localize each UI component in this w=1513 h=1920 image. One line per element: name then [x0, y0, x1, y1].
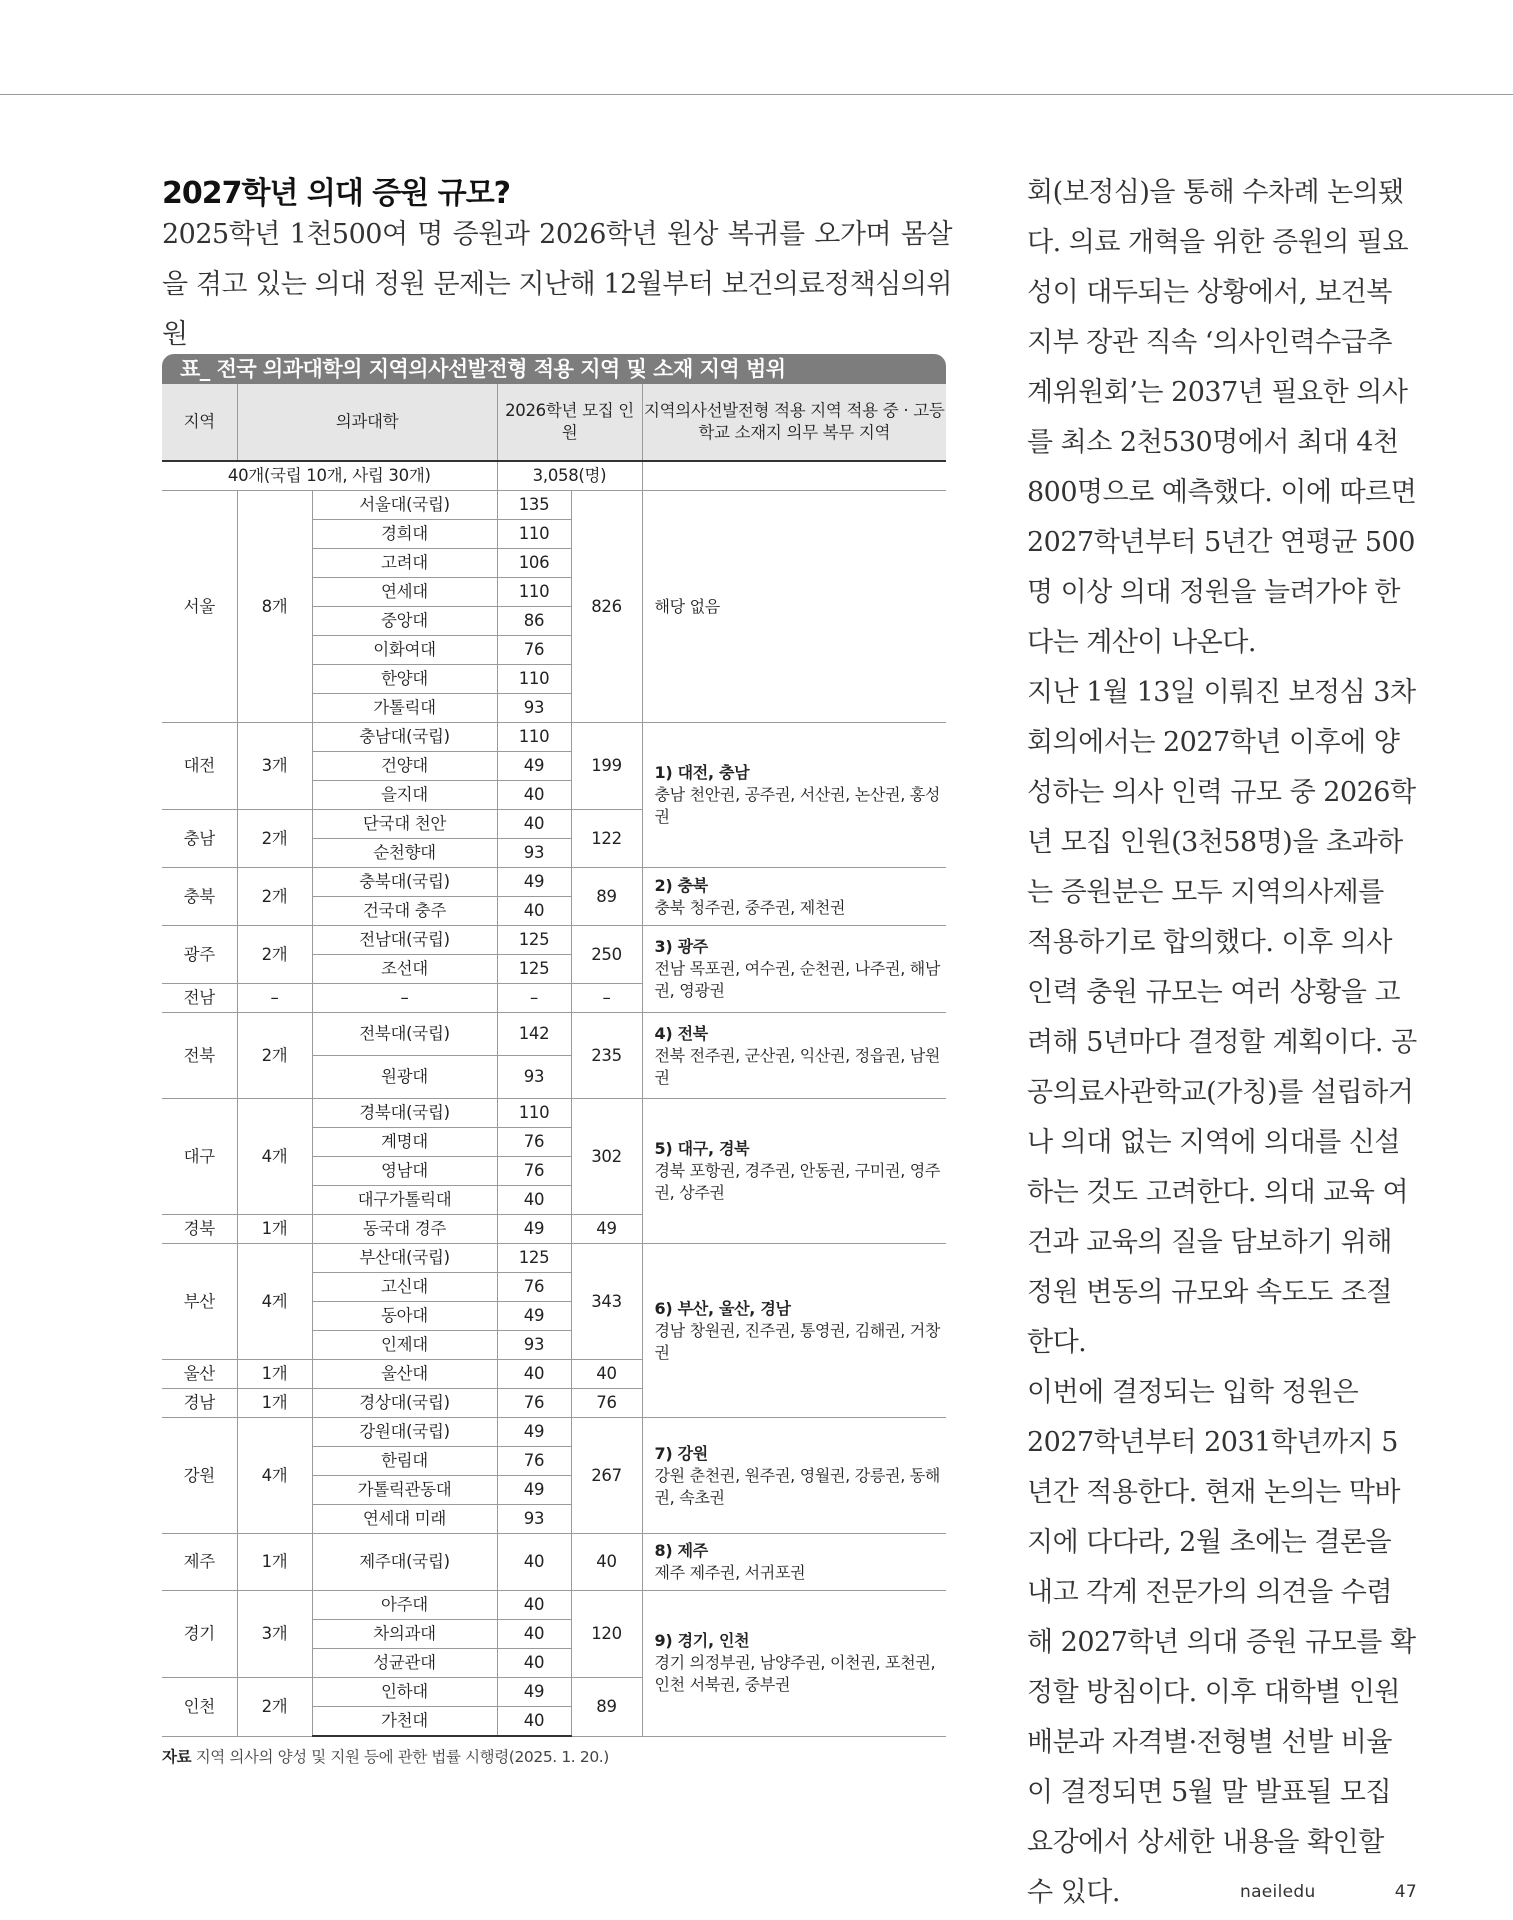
body-paragraph-1: 회(보정심)을 통해 수차례 논의됐다. 의료 개혁을 위한 증원의 필요성이 대두되는 상황에서, 보건복지부 장관 직속 ‘의사인력수급추계위원회’는 2037년 필요한 의사를 최소 2천530명에서 최대 4천800명으로 예측했다. 이에 따르면 2027학년부터 5년간 연평균 500명 이상 의대 정원을 늘려가야 한다는 계산이 나온다. [1027, 177, 1417, 658]
area-title: 8) 제주 [654, 1541, 708, 1560]
college-cell: 전남대(국립) [312, 926, 497, 955]
quota-cell: 135 [497, 491, 571, 520]
quota-cell: 110 [497, 578, 571, 607]
quota-cell: 110 [497, 1099, 571, 1128]
college-cell: 전북대(국립) [312, 1013, 497, 1056]
quota-cell: 110 [497, 520, 571, 549]
table-row [162, 1099, 946, 1128]
college-cell: 원광대 [312, 1056, 497, 1099]
quota-cell: 106 [497, 549, 571, 578]
area-cell [642, 1244, 946, 1418]
area-cell [642, 1013, 946, 1099]
area-detail: 강원 춘천권, 원주권, 영월권, 강릉권, 동해권, 속초권 [654, 1465, 941, 1507]
header-college: 의과대학 [237, 384, 497, 461]
table-row [162, 1244, 946, 1273]
quota-cell: 86 [497, 607, 571, 636]
sum-cell: 199 [571, 723, 642, 810]
quota-cell: 125 [497, 1244, 571, 1273]
table-row [162, 723, 946, 752]
count-cell: 4게 [237, 1244, 312, 1360]
table-row [162, 1013, 946, 1056]
sum-cell: 76 [571, 1389, 642, 1418]
sum-cell: 235 [571, 1013, 642, 1099]
area-detail: 충남 천안권, 공주권, 서산권, 논산권, 홍성권 [654, 785, 941, 826]
area-title: 7) 강원 [654, 1443, 708, 1463]
area-cell [642, 723, 946, 868]
quota-cell: – [497, 984, 571, 1013]
college-cell: 이화여대 [312, 636, 497, 665]
quota-cell: 125 [497, 955, 571, 984]
count-cell: 8개 [237, 491, 312, 723]
quota-cell: 40 [497, 1707, 571, 1737]
college-cell: 강원대(국립) [312, 1418, 497, 1447]
sum-cell: 250 [571, 926, 642, 984]
quota-cell: 49 [497, 1215, 571, 1244]
college-cell: 순천향대 [312, 839, 497, 868]
quota-cell: 40 [497, 781, 571, 810]
area-title: 4) 전북 [654, 1023, 708, 1043]
intro-text: 2025학년 1천500여 명 증원과 2026학년 원상 복귀를 오가며 몸살을 겪고 있는 의대 정원 문제는 지난해 12월부터 보건의료정책심의위원 [162, 219, 952, 350]
quota-cell: 49 [497, 1476, 571, 1505]
college-cell: 가톨릭대 [312, 694, 497, 723]
sum-cell: 40 [571, 1360, 642, 1389]
area-detail: 제주 제주권, 서귀포권 [654, 1563, 806, 1582]
area-cell [642, 926, 946, 1013]
table-title: 표_ 전국 의과대학의 지역의사선발전형 적용 지역 및 소재 지역 범위 [162, 354, 946, 384]
college-cell: 차의과대 [312, 1620, 497, 1649]
count-cell: 3개 [237, 1591, 312, 1678]
region-cell: 경기 [162, 1591, 237, 1678]
intro-paragraph [162, 210, 952, 360]
area-cell [642, 1534, 946, 1591]
table-row [162, 868, 946, 897]
college-cell: 경상대(국립) [312, 1389, 497, 1418]
region-cell: 대전 [162, 723, 237, 810]
college-cell: 동국대 경주 [312, 1215, 497, 1244]
college-cell: 경북대(국립) [312, 1099, 497, 1128]
region-cell: 대구 [162, 1099, 237, 1215]
table-row [162, 926, 946, 955]
quota-cell: 76 [497, 1128, 571, 1157]
quota-cell: 49 [497, 1678, 571, 1707]
quota-cell: 125 [497, 926, 571, 955]
quota-cell: 40 [497, 1360, 571, 1389]
area-detail: 경기 의정부권, 남양주권, 이천권, 포천권, 인천 서북권, 중부권 [654, 1653, 936, 1695]
region-cell: 충남 [162, 810, 237, 868]
college-cell: 동아대 [312, 1302, 497, 1331]
sum-cell: 49 [571, 1215, 642, 1244]
quota-cell: 49 [497, 752, 571, 781]
quota-cell: 76 [497, 1157, 571, 1186]
quota-cell: 93 [497, 839, 571, 868]
body-paragraph-3: 이번에 결정되는 입학 정원은 2027학년부터 2031학년까지 5년간 적용한다. 현재 논의는 막바지에 다다라, 2월 초에는 결론을 내고 각계 전문가의 의견을 수렴해 2027학년 의대 증원 규모를 확정할 방침이다. 이후 대학별 인원 배분과 자격별·전형별 선발 비율이 결정되면 5월 말 발표될 모집 요강에서 상세한 내용을 확인할 수 있다. [1027, 1377, 1416, 1908]
quota-cell: 93 [497, 694, 571, 723]
college-cell: 서울대(국립) [312, 491, 497, 520]
count-cell: 2개 [237, 1678, 312, 1737]
region-cell: 인천 [162, 1678, 237, 1737]
area-cell [642, 1418, 946, 1534]
college-cell: 계명대 [312, 1128, 497, 1157]
header-region: 지역 [162, 384, 237, 461]
area-title: 9) 경기, 인천 [654, 1631, 750, 1651]
college-cell: 성균관대 [312, 1649, 497, 1678]
region-cell: 서울 [162, 491, 237, 723]
quota-cell: 93 [497, 1505, 571, 1534]
area-title: 2) 충북 [654, 875, 708, 895]
region-cell: 광주 [162, 926, 237, 984]
table-figure [162, 354, 946, 1767]
count-cell: 2개 [237, 868, 312, 926]
college-cell: 인하대 [312, 1678, 497, 1707]
table-row [162, 491, 946, 520]
college-cell: 아주대 [312, 1591, 497, 1620]
count-cell: 2개 [237, 926, 312, 984]
college-cell: 대구가톨릭대 [312, 1186, 497, 1215]
college-cell: 을지대 [312, 781, 497, 810]
area-title: 3) 광주 [654, 937, 708, 956]
college-cell: 단국대 천안 [312, 810, 497, 839]
count-cell: 1개 [237, 1389, 312, 1418]
area-detail: 경남 창원권, 진주권, 통영권, 김해권, 거창권 [654, 1320, 941, 1362]
area-cell: 해당 없음 [642, 491, 946, 723]
count-cell: 3개 [237, 723, 312, 810]
sum-cell: 40 [571, 1534, 642, 1591]
source-label: 자료 [162, 1748, 192, 1766]
area-cell [642, 1591, 946, 1737]
region-cell: 강원 [162, 1418, 237, 1534]
quota-cell: 142 [497, 1013, 571, 1056]
college-cell: 경희대 [312, 520, 497, 549]
total-college: 40개(국립 10개, 사립 30개) [162, 461, 497, 491]
quota-cell: 40 [497, 1620, 571, 1649]
college-cell: 울산대 [312, 1360, 497, 1389]
quota-cell: 93 [497, 1056, 571, 1099]
college-cell: 인제대 [312, 1331, 497, 1360]
area-cell [642, 868, 946, 926]
sum-cell: 120 [571, 1591, 642, 1678]
top-divider [0, 94, 1513, 95]
total-area-empty [642, 461, 946, 491]
sum-cell: 122 [571, 810, 642, 868]
quota-cell: 40 [497, 897, 571, 926]
page-footer [1240, 1882, 1417, 1902]
table-row [162, 1591, 946, 1620]
quota-cell: 110 [497, 723, 571, 752]
count-cell: 1개 [237, 1360, 312, 1389]
table-header-row [162, 384, 946, 461]
college-cell: 한양대 [312, 665, 497, 694]
college-cell: 충남대(국립) [312, 723, 497, 752]
count-cell: 4개 [237, 1418, 312, 1534]
quota-cell: 40 [497, 810, 571, 839]
quota-cell: 76 [497, 636, 571, 665]
source-text: 지역 의사의 양성 및 지원 등에 관한 법률 시행령(2025. 1. 20.) [195, 1748, 609, 1766]
area-detail: 전남 목포권, 여수권, 순천권, 나주권, 해남권, 영광권 [654, 959, 941, 1000]
medical-school-table [162, 384, 946, 1737]
quota-cell: 49 [497, 868, 571, 897]
quota-cell: 49 [497, 1302, 571, 1331]
college-cell: 건양대 [312, 752, 497, 781]
college-cell: 가천대 [312, 1707, 497, 1737]
college-cell: 중앙대 [312, 607, 497, 636]
college-cell: 연세대 [312, 578, 497, 607]
college-cell: 제주대(국립) [312, 1534, 497, 1591]
college-cell: – [312, 984, 497, 1013]
area-title: 6) 부산, 울산, 경남 [654, 1298, 791, 1318]
count-cell: 1개 [237, 1534, 312, 1591]
region-cell: 충북 [162, 868, 237, 926]
section-heading: 2027학년 의대 증원 규모? [162, 176, 511, 211]
sum-cell: 826 [571, 491, 642, 723]
quota-cell: 40 [497, 1534, 571, 1591]
sum-cell: 302 [571, 1099, 642, 1215]
sum-cell: 89 [571, 868, 642, 926]
count-cell: 2개 [237, 810, 312, 868]
college-cell: 가톨릭관동대 [312, 1476, 497, 1505]
region-cell: 경북 [162, 1215, 237, 1244]
region-cell: 제주 [162, 1534, 237, 1591]
quota-cell: 40 [497, 1649, 571, 1678]
quota-cell: 49 [497, 1418, 571, 1447]
region-cell: 경남 [162, 1389, 237, 1418]
footer-brand: naeiledu [1240, 1882, 1316, 1902]
body-paragraph-2: 지난 1월 13일 이뤄진 보정심 3차 회의에서는 2027학년 이후에 양성하는 의사 인력 규모 중 2026학년 모집 인원(3천58명)을 초과하는 증원분은 모두 지역의사제를 적용하기로 합의했다. 이후 의사 인력 충원 규모는 여러 상황을 고려해 5년마다 결정할 계획이다. 공공의료사관학교(가칭)를 설립하거나 의대 없는 지역에 의대를 신설하는 것도 고려한다. 의대 교육 여건과 교육의 질을 담보하기 위해 정원 변동의 규모와 속도도 조절한다. [1027, 677, 1417, 1358]
college-cell: 연세대 미래 [312, 1505, 497, 1534]
count-cell: 1개 [237, 1215, 312, 1244]
area-title: 5) 대구, 경북 [654, 1139, 750, 1158]
region-cell: 전남 [162, 984, 237, 1013]
count-cell: 4개 [237, 1099, 312, 1215]
sum-cell: 267 [571, 1418, 642, 1534]
region-cell: 전북 [162, 1013, 237, 1099]
sum-cell: 343 [571, 1244, 642, 1360]
header-quota: 2026학년 모집 인원 [497, 384, 642, 461]
college-cell: 고려대 [312, 549, 497, 578]
sum-cell: – [571, 984, 642, 1013]
college-cell: 부산대(국립) [312, 1244, 497, 1273]
area-detail: 경북 포항권, 경주권, 안동권, 구미권, 영주권, 상주권 [654, 1161, 941, 1202]
page-number: 47 [1394, 1882, 1417, 1902]
area-detail: 전북 전주권, 군산권, 익산권, 정읍권, 남원권 [654, 1045, 941, 1087]
quota-cell: 76 [497, 1273, 571, 1302]
quota-cell: 76 [497, 1447, 571, 1476]
region-cell: 부산 [162, 1244, 237, 1360]
count-cell: – [237, 984, 312, 1013]
college-cell: 영남대 [312, 1157, 497, 1186]
right-column [1027, 168, 1417, 1918]
area-title: 1) 대전, 충남 [654, 763, 750, 782]
table-row [162, 1534, 946, 1591]
college-cell: 충북대(국립) [312, 868, 497, 897]
total-quota: 3,058(명) [497, 461, 642, 491]
college-cell: 한림대 [312, 1447, 497, 1476]
table-source [162, 1745, 946, 1767]
area-detail: 충북 청주권, 중주권, 제천권 [654, 897, 846, 917]
region-cell: 울산 [162, 1360, 237, 1389]
quota-cell: 76 [497, 1389, 571, 1418]
header-area: 지역의사선발전형 적용 지역 적용 중 · 고등학교 소재지 의무 복무 지역 [642, 384, 946, 461]
quota-cell: 40 [497, 1591, 571, 1620]
college-cell: 조선대 [312, 955, 497, 984]
quota-cell: 93 [497, 1331, 571, 1360]
table-row [162, 1418, 946, 1447]
quota-cell: 110 [497, 665, 571, 694]
college-cell: 고신대 [312, 1273, 497, 1302]
quota-cell: 40 [497, 1186, 571, 1215]
total-row [162, 461, 946, 491]
college-cell: 건국대 충주 [312, 897, 497, 926]
count-cell: 2개 [237, 1013, 312, 1099]
sum-cell: 89 [571, 1678, 642, 1737]
area-cell [642, 1099, 946, 1244]
